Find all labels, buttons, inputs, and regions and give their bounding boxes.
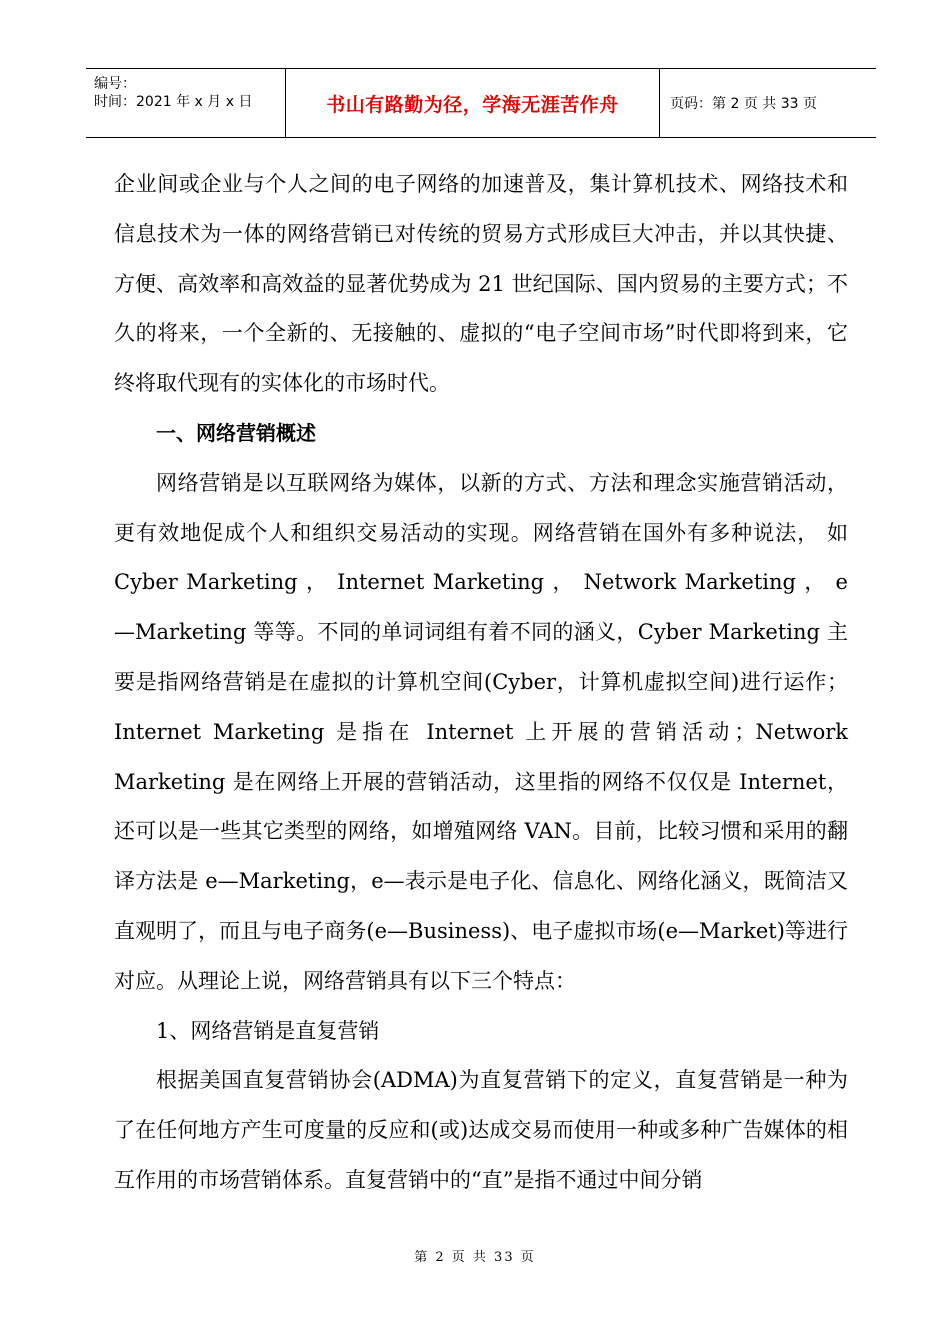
subsection-heading: 1、网络营销是直复营销: [156, 1018, 380, 1043]
header-page-info: 页码：第 2 页 共 33 页: [670, 96, 817, 112]
page-footer: 第 2 页 共 33 页: [414, 1250, 536, 1265]
number-label: 编号：: [94, 76, 136, 92]
header-meta-cell: [86, 69, 286, 137]
paragraph-direct-marketing: 根据美国直复营销协会(ADMA)为直复营销下的定义，直复营销是一种为了在任何地方产生可度量的反应和(或)达成交易而使用一种或多种广告媒体的相互作用的市场营销体系。直复营销中的“直”是指不通过中间分销: [114, 1068, 848, 1192]
header-motto: 书山有路勤为径，学海无涯苦作舟: [326, 93, 619, 116]
header-page-cell: [660, 69, 876, 137]
document-body: [114, 160, 848, 1206]
section-heading: 一、网络营销概述: [156, 420, 316, 445]
paragraph-overview: 网络营销是以互联网络为媒体，以新的方式、方法和理念实施营销活动，更有效地促成个人和组织交易活动的实现。网络营销在国外有多种说法， 如 Cyber Marketing ， Internet Marketing ， Network Marketing ， e—Marketing 等等。不同的单词词组有着不同的涵义，Cyber Marketing 主要是指网络营销是在虚拟的计算机空间(Cyber，计算机虚拟空间)进行运作；Internet Marketing 是指在 Internet 上开展的营销活动；Network Marketing 是在网络上开展的营销活动，这里指的网络不仅仅是 Internet，还可以是一些其它类型的网络，如增殖网络 VAN。目前，比较习惯和采用的翻译方法是 e—Marketing，e—表示是电子化、信息化、网络化涵义，既简洁又直观明了，而且与电子商务(e—Business)、电子虚拟市场(e—Market)等进行对应。从理论上说，网络营销具有以下三个特点：: [114, 470, 848, 993]
paragraph-intro: 企业间或企业与个人之间的电子网络的加速普及，集计算机技术、网络技术和信息技术为一体的网络营销已对传统的贸易方式形成巨大冲击，并以其快捷、方便、高效率和高效益的显著优势成为 21 世纪国际、国内贸易的主要方式；不久的将来，一个全新的、无接触的、虚拟的“电子空间市场”时代即将到来，它终将取代现有的实体化的市场时代。: [114, 172, 848, 396]
time-label: 时间：2021 年 x 月 x 日: [94, 94, 253, 110]
header-motto-cell: [286, 69, 660, 137]
document-header: [86, 68, 876, 138]
